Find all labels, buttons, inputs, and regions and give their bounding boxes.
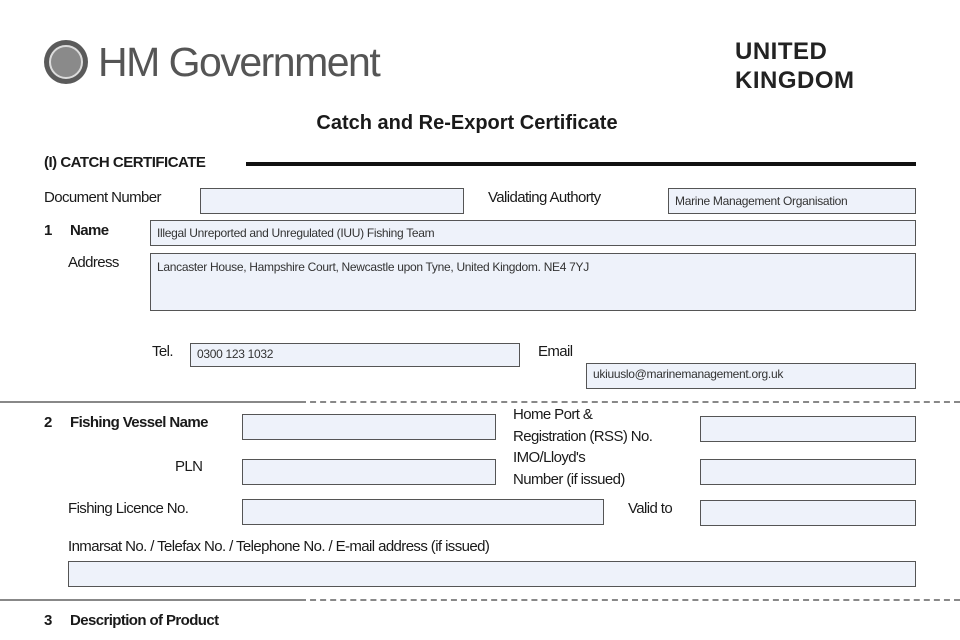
vessel-name-label: Fishing Vessel Name bbox=[70, 414, 208, 431]
fishing-licence-field[interactable] bbox=[242, 499, 604, 525]
tel-label: Tel. bbox=[152, 343, 173, 360]
name-field[interactable]: Illegal Unreported and Unregulated (IUU) Fishing Team bbox=[150, 220, 916, 246]
section-number-3: 3 bbox=[44, 612, 53, 629]
validating-authority-label: Validating Authorty bbox=[488, 189, 601, 206]
country-name: UNITED KINGDOM bbox=[735, 38, 855, 94]
inmarsat-label: Inmarsat No. / Telefax No. / Telephone No. / E-mail address (if issued) bbox=[68, 538, 490, 555]
email-field[interactable]: ukiuuslo@marinemanagement.org.uk bbox=[586, 363, 916, 389]
home-port-label: Home Port & Registration (RSS) No. bbox=[513, 406, 653, 445]
imo-label: IMO/Lloyd's Number (if issued) bbox=[513, 449, 625, 488]
home-port-field[interactable] bbox=[700, 416, 916, 442]
address-field[interactable]: Lancaster House, Hampshire Court, Newcastle upon Tyne, United Kingdom. NE4 7YJ bbox=[150, 253, 916, 311]
section-number-2: 2 bbox=[44, 414, 53, 431]
fishing-licence-label: Fishing Licence No. bbox=[68, 500, 189, 517]
document-number-label: Document Number bbox=[44, 189, 161, 206]
tel-field[interactable]: 0300 123 1032 bbox=[190, 343, 520, 367]
royal-crest-icon bbox=[44, 40, 88, 84]
document-number-field[interactable] bbox=[200, 188, 464, 214]
validating-authority-field[interactable]: Marine Management Organisation bbox=[668, 188, 916, 214]
valid-to-label: Valid to bbox=[628, 500, 673, 517]
vessel-name-field[interactable] bbox=[242, 414, 496, 440]
pln-label: PLN bbox=[175, 458, 203, 475]
catch-certificate-heading: (I) CATCH CERTIFICATE bbox=[44, 154, 206, 171]
hm-government-logo bbox=[44, 40, 379, 84]
section-rule bbox=[246, 162, 916, 166]
address-label: Address bbox=[68, 254, 119, 271]
brand-name: HM Government bbox=[98, 38, 380, 85]
name-label: Name bbox=[70, 222, 109, 239]
description-of-product-label: Description of Product bbox=[70, 612, 219, 629]
valid-to-field[interactable] bbox=[700, 500, 916, 526]
inmarsat-field[interactable] bbox=[68, 561, 916, 587]
section-number-1: 1 bbox=[44, 222, 53, 239]
imo-field[interactable] bbox=[700, 459, 916, 485]
email-label: Email bbox=[538, 343, 573, 360]
document-title: Catch and Re-Export Certificate bbox=[316, 112, 618, 134]
pln-field[interactable] bbox=[242, 459, 496, 485]
